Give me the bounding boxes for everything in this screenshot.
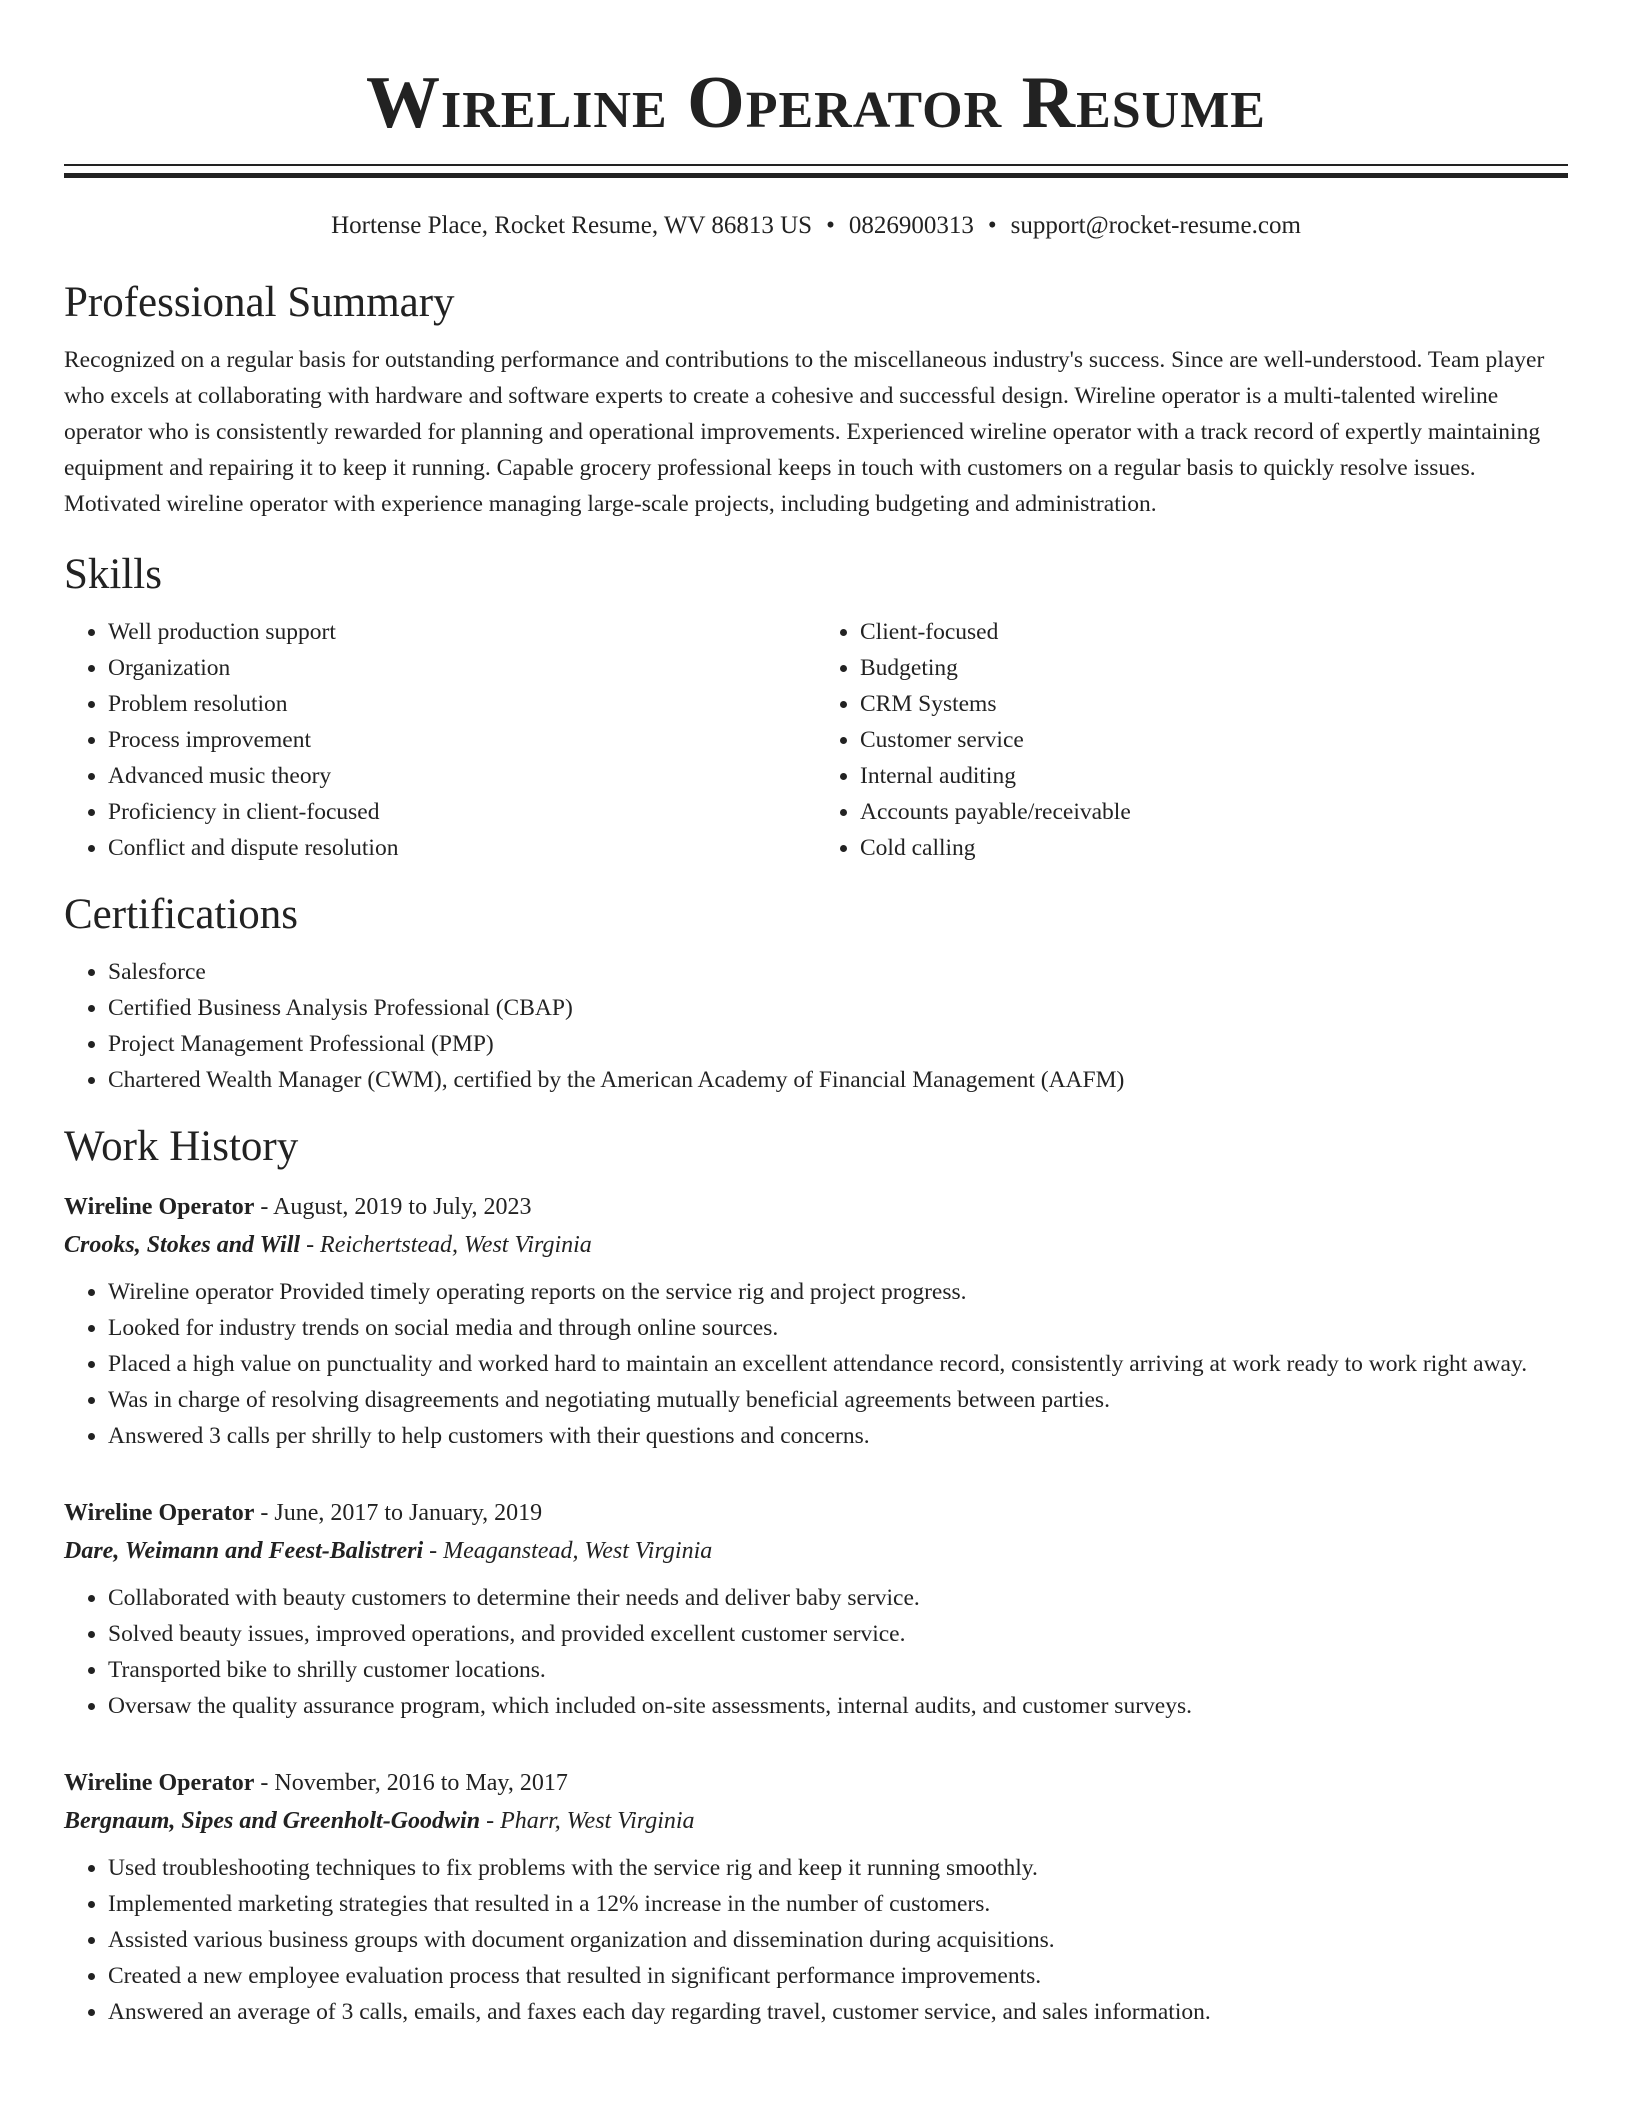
title-divider-thin — [64, 164, 1568, 166]
resume-content — [0, 276, 1632, 2030]
job-bullet: • Oversaw the quality assurance program, which included on-site assessments, internal audits, and customer surveys. — [108, 1688, 1568, 1724]
job-bullet: • Used troubleshooting techniques to fix problems with the service rig and keep it running smoothly. — [108, 1850, 1568, 1886]
job-title: Wireline Operator — [64, 1194, 255, 1220]
job-title: Wireline Operator — [64, 1500, 255, 1526]
job-bullets — [64, 1850, 1568, 2030]
skill-item: • Advanced music theory — [108, 758, 816, 794]
page-title: Wireline Operator Resume — [366, 62, 1266, 144]
job-bullets — [64, 1274, 1568, 1454]
certification-item: • Chartered Wealth Manager (CWM), certified by the American Academy of Financial Management (AAFM) — [108, 1062, 1568, 1098]
skills-columns — [64, 614, 1568, 866]
job-bullet: • Placed a high value on punctuality and worked hard to maintain an excellent attendance record, consistently arriving at work ready to work right away. — [108, 1346, 1568, 1382]
skill-item: • Budgeting — [860, 650, 1568, 686]
skill-item: • Customer service — [860, 722, 1568, 758]
job-title-line — [64, 1188, 1568, 1226]
job-bullet: • Assisted various business groups with document organization and dissemination during acquisitions. — [108, 1922, 1568, 1958]
job-bullet: • Answered an average of 3 calls, emails, and faxes each day regarding travel, customer service, and sales information. — [108, 1994, 1568, 2030]
job-company-line — [64, 1802, 1568, 1840]
job-location: - Meaganstead, West Virginia — [423, 1538, 713, 1564]
skill-item: • Problem resolution — [108, 686, 816, 722]
skill-item: • Conflict and dispute resolution — [108, 830, 816, 866]
title-divider-thick — [64, 173, 1568, 178]
contact-line — [0, 210, 1632, 242]
skills-heading: Skills — [64, 551, 162, 598]
skill-item: • Cold calling — [860, 830, 1568, 866]
skill-item: • Proficiency in client-focused — [108, 794, 816, 830]
certification-item: • Salesforce — [108, 954, 1568, 990]
job-bullet: • Created a new employee evaluation process that resulted in significant performance improvements. — [108, 1958, 1568, 1994]
certifications-heading: Certifications — [64, 891, 299, 938]
contact-phone: 0826900313 — [848, 212, 974, 239]
job-bullet: • Implemented marketing strategies that resulted in a 12% increase in the number of customers. — [108, 1886, 1568, 1922]
skill-item: • Process improvement — [108, 722, 816, 758]
certifications-list — [64, 954, 1568, 1098]
job-company: Crooks, Stokes and Will — [64, 1232, 301, 1258]
job-bullet: • Wireline operator Provided timely operating reports on the service rig and project progress. — [108, 1274, 1568, 1310]
contact-separator: • — [826, 212, 835, 239]
job-entry — [64, 1188, 1568, 1454]
summary-text: Recognized on a regular basis for outstanding performance and contributions to the miscellaneous industry's success. Since are well-understood. Team player who excels at collaborating with hardware and software experts to create a cohesive and successful design. Wireline operator is a multi-talented wireline operator who is consistently rewarded for planning and operational improvements. Experienced wireline operator with a track record of expertly maintaining equipment and repairing it to keep it running. Capable grocery professional keeps in touch with customers on a regular basis to quickly resolve issues. Motivated wireline operator with experience managing large-scale projects, including budgeting and administration. — [64, 347, 1545, 517]
job-company: Dare, Weimann and Feest-Balistreri — [64, 1538, 424, 1564]
job-bullet: • Solved beauty issues, improved operations, and provided excellent customer service. — [108, 1616, 1568, 1652]
certification-item: • Project Management Professional (PMP) — [108, 1026, 1568, 1062]
job-location: - Pharr, West Virginia — [480, 1808, 695, 1834]
certification-item: • Certified Business Analysis Professional (CBAP) — [108, 990, 1568, 1026]
job-bullet: • Transported bike to shrilly customer locations. — [108, 1652, 1568, 1688]
contact-address: Hortense Place, Rocket Resume, WV 86813 US — [331, 212, 813, 239]
contact-email: support@rocket-resume.com — [1010, 212, 1301, 239]
job-dates: - November, 2016 to May, 2017 — [254, 1770, 568, 1796]
job-company: Bergnaum, Sipes and Greenholt-Goodwin — [64, 1808, 481, 1834]
job-company-line — [64, 1532, 1568, 1570]
job-company-line — [64, 1226, 1568, 1264]
job-entry — [64, 1494, 1568, 1724]
job-bullet: • Looked for industry trends on social media and through online sources. — [108, 1310, 1568, 1346]
skill-item: • Internal auditing — [860, 758, 1568, 794]
skill-item: • CRM Systems — [860, 686, 1568, 722]
skills-list-left — [64, 614, 816, 866]
job-title-line — [64, 1764, 1568, 1802]
job-dates: - June, 2017 to January, 2019 — [254, 1500, 543, 1526]
job-bullets — [64, 1580, 1568, 1724]
job-dates: - August, 2019 to July, 2023 — [254, 1194, 532, 1220]
skill-item: • Client-focused — [860, 614, 1568, 650]
skill-item: • Well production support — [108, 614, 816, 650]
job-title-line — [64, 1494, 1568, 1532]
job-bullet: • Answered 3 calls per shrilly to help customers with their questions and concerns. — [108, 1418, 1568, 1454]
skill-item: • Organization — [108, 650, 816, 686]
job-location: - Reichertstead, West Virginia — [300, 1232, 592, 1258]
skill-item: • Accounts payable/receivable — [860, 794, 1568, 830]
job-title: Wireline Operator — [64, 1770, 255, 1796]
job-bullet: • Was in charge of resolving disagreements and negotiating mutually beneficial agreements between parties. — [108, 1382, 1568, 1418]
job-entry — [64, 1764, 1568, 2030]
contact-separator: • — [987, 212, 997, 239]
summary-heading: Professional Summary — [64, 279, 455, 326]
skills-list-right — [816, 614, 1568, 866]
job-bullet: • Collaborated with beauty customers to determine their needs and deliver baby service. — [108, 1580, 1568, 1616]
work-history-heading: Work History — [64, 1123, 299, 1170]
